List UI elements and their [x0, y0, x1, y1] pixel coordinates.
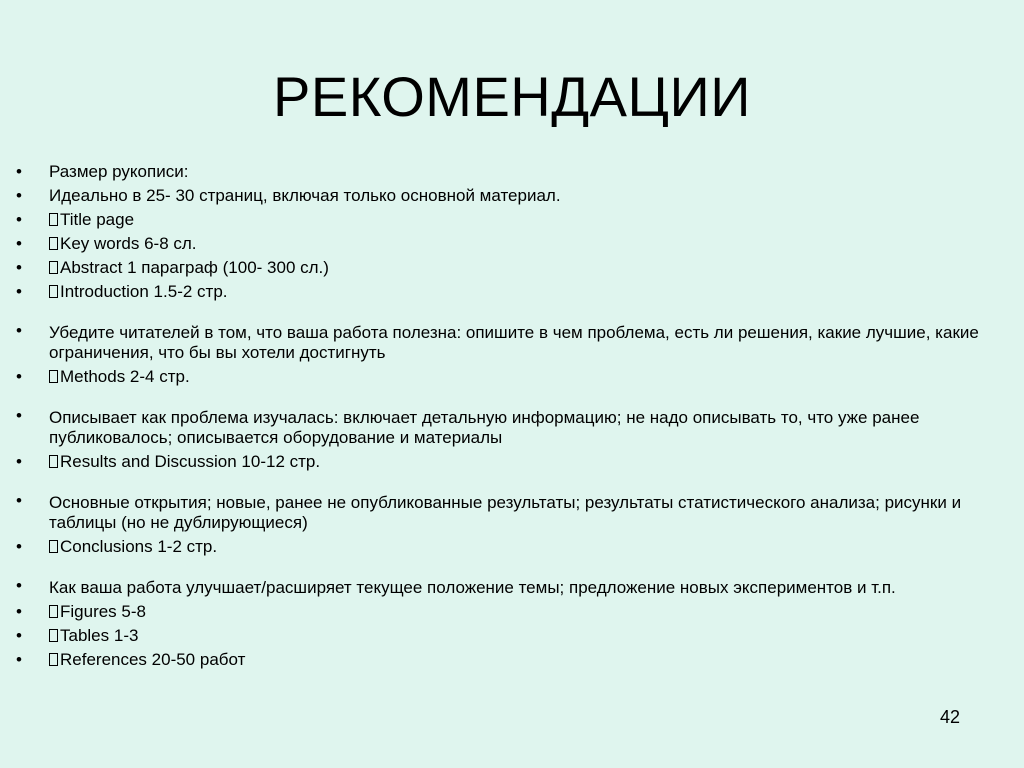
bullet-icon: •	[16, 234, 22, 253]
bullet-icon: •	[16, 602, 22, 621]
page-number: 42	[940, 707, 961, 727]
box-glyph-icon	[49, 213, 58, 226]
bullet-icon: •	[16, 406, 22, 425]
list-item-text: Introduction 1.5-2 стр.	[60, 282, 228, 301]
box-glyph-icon	[49, 653, 58, 666]
bullet-icon: •	[16, 576, 22, 595]
bullet-icon: •	[16, 162, 22, 181]
bullet-icon: •	[16, 258, 22, 277]
list-item-text: Conclusions 1-2 стр.	[60, 537, 218, 556]
box-glyph-icon	[49, 237, 58, 250]
list-item-text: Figures 5-8	[60, 602, 146, 621]
bullet-icon: •	[16, 367, 22, 386]
list-item	[16, 406, 1016, 450]
list-item	[16, 576, 1016, 600]
list-item-text: Methods 2-4 стр.	[60, 367, 190, 386]
box-glyph-icon	[49, 540, 58, 553]
box-glyph-icon	[49, 261, 58, 274]
box-glyph-icon	[49, 285, 58, 298]
list-item-text: Tables 1-3	[60, 626, 139, 645]
list-item	[16, 450, 1016, 474]
bullet-icon: •	[16, 626, 22, 645]
bullet-icon: •	[16, 186, 22, 205]
list-item	[16, 208, 1016, 232]
list-item	[16, 491, 1016, 535]
list-item-text: Убедите читателей в том, что ваша работа полезна: опишите в чем проблема, есть ли решения, какие лучшие, какие ограничения, что бы вы хотели достигнуть	[49, 323, 979, 362]
list-item	[16, 648, 1016, 672]
list-item-text: Title page	[60, 210, 135, 229]
bullet-icon: •	[16, 282, 22, 301]
list-item-text: Основные открытия; новые, ранее не опубликованные результаты; результаты статистического анализа; рисунки и таблицы (но не дублирующиеся)	[49, 493, 962, 532]
list-item-text: Идеально в 25- 30 страниц, включая только основной материал.	[49, 186, 561, 205]
list-item	[16, 232, 1016, 256]
bullet-icon: •	[16, 491, 22, 510]
list-item	[16, 624, 1016, 648]
list-item	[16, 280, 1016, 304]
list-item	[16, 535, 1016, 559]
list-item	[16, 184, 1016, 208]
box-glyph-icon	[49, 370, 58, 383]
bullet-icon: •	[16, 537, 22, 556]
list-item	[16, 321, 1016, 365]
slide-title: РЕКОМЕНДАЦИИ	[273, 65, 751, 128]
bullet-list	[16, 160, 1016, 672]
bullet-icon: •	[16, 452, 22, 471]
list-item-text: Results and Discussion 10-12 стр.	[60, 452, 321, 471]
list-item-text: Abstract 1 параграф (100- 300 сл.)	[60, 258, 329, 277]
bullet-icon: •	[16, 210, 22, 229]
bullet-icon: •	[16, 650, 22, 669]
list-item-text: Как ваша работа улучшает/расширяет текущее положение темы; предложение новых экспериментов и т.п.	[49, 578, 896, 597]
box-glyph-icon	[49, 455, 58, 468]
list-item	[16, 600, 1016, 624]
list-item	[16, 365, 1016, 389]
list-item-text: Размер рукописи:	[49, 162, 189, 181]
list-item-text: Key words 6-8 сл.	[60, 234, 197, 253]
list-item-text: References 20-50 работ	[60, 650, 246, 669]
list-item	[16, 160, 1016, 184]
list-item-text: Описывает как проблема изучалась: включает детальную информацию; не надо описывать то, что уже ранее публиковалось; описывается оборудование и материалы	[49, 408, 920, 447]
list-item	[16, 256, 1016, 280]
box-glyph-icon	[49, 605, 58, 618]
bullet-icon: •	[16, 321, 22, 340]
box-glyph-icon	[49, 629, 58, 642]
